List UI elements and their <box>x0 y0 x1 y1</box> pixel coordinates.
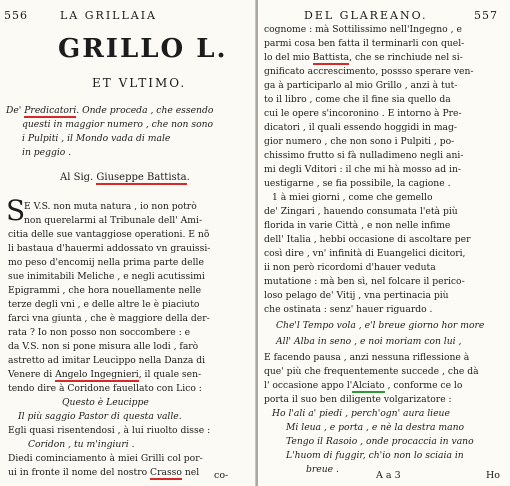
body-line: sue inimitabili Meliche , e negli acutissimi <box>8 271 205 282</box>
battista-highlight: Battista <box>312 52 350 63</box>
body-line: cui le opere s'incoronino . E intorno à Pre- <box>264 108 462 119</box>
body-line: porta il suo ben diligente volgarizatore : <box>264 394 452 405</box>
body-line: E V.S. non muta natura , io non potrò <box>24 201 197 212</box>
body-line: da V.S. non si pone misura alle lodi , farò <box>8 341 199 352</box>
body-line: parmi cosa ben fatta il terminarli con quel- <box>264 38 465 49</box>
body-line: florida in varie Città , e non nelle infime <box>264 220 451 231</box>
dedication: Al Sig. Giuseppe Battista. <box>60 172 190 183</box>
verse-line: breue . <box>306 464 339 475</box>
body-line: astretto ad imitar Leucippo nella Danza di <box>8 355 206 366</box>
verse-line: Tengo il Rasoio , onde procaccia in vano <box>286 436 474 447</box>
body-line: li bastaua d'hauermi addossato vn grauissi- <box>8 243 211 254</box>
left-running-head: LA GRILLAIA <box>60 9 158 22</box>
body-line: dell' Italia , hebbi occasione di ascoltare per <box>264 234 471 245</box>
body-line: 1 à miei giorni , come che gemello <box>272 192 433 203</box>
body-line: gior numero , che non sono i Pulpiti , po- <box>264 136 455 147</box>
verse-line: Coridon , tu m'ingiuri . <box>28 439 135 450</box>
alciato-highlight: Alciato <box>352 380 385 391</box>
catchword: Ho <box>486 470 501 481</box>
body-line: ga à participarlo al mio Grillo , anzi à tut- <box>264 80 458 91</box>
body-line: mutatione : mà ben sì, nel folcare il perico- <box>264 276 465 287</box>
body-line: uestigarne , se fia possibile, la cagione . <box>264 178 451 189</box>
battista-highlight: Giuseppe Battista <box>96 172 187 183</box>
right-page <box>258 0 510 486</box>
body-line-battista: lo del mio Battista, che se rinchiude nel si- <box>264 52 463 63</box>
body-line: non querelarmi al Tribunale dell' Ami- <box>24 215 203 226</box>
verse-line: Questo è Leucippe <box>62 397 149 408</box>
body-line: chissimo frutto si fà nulladimeno negli ani- <box>264 150 464 161</box>
body-line: Diedi cominciamento à miei Grilli col por- <box>8 453 203 464</box>
body-line: Epigrammi , che hora nouellamente nelle <box>8 285 202 296</box>
body-line-alciato: l' occasione appo l'Alciato , conforme ce lo <box>264 380 463 391</box>
body-line-crasso: ui in fronte il nome del nostro Crasso nel <box>8 467 200 478</box>
verse-line: L'huom di fuggir, ch'io non lo sciaia in <box>286 450 464 461</box>
angelo-highlight: Angelo Ingegnieri <box>55 369 139 380</box>
body-line: gnificato accrescimento, possso sperare ven- <box>264 66 474 77</box>
verse-line: Il più saggio Pastor di questa valle. <box>18 411 182 422</box>
body-line: citia delle sue vantaggiose operationi. E nõ <box>8 229 210 240</box>
right-running-head: DEL GLAREANO. <box>304 9 428 22</box>
argument-line-1: De' Predicatori. Onde proceda , che essendo <box>6 105 214 116</box>
body-line: E facendo pausa , anzi nessuna riflessione à <box>264 352 470 363</box>
catchword: co- <box>214 470 229 481</box>
verse-line: Che'l Tempo vola , e'l breue giorno hor more <box>276 320 485 331</box>
body-line: farci vna giunta , che è maggiore della der- <box>8 313 210 324</box>
body-line: mi degli Vditori : il che mi hà mosso ad in- <box>264 164 461 175</box>
body-line: loso pelago de' Vitij , vna pertinacia più <box>264 290 449 301</box>
left-page-number: 556 <box>4 9 28 22</box>
body-line: ii non però ricordomi d'hauer veduta <box>264 262 436 273</box>
chapter-title: GRILLO L. <box>58 34 228 64</box>
argument-line-4: in peggio . <box>22 147 72 158</box>
body-line: così dire , vn' infinità di Euangelici dicitori, <box>264 248 466 259</box>
body-line: que' più che frequentemente succede , che dà <box>264 366 479 377</box>
signature-mark: A a 3 <box>376 470 401 481</box>
body-line: Egli quasi risentendosi , à lui riuolto disse : <box>8 425 211 436</box>
verse-line: Mi leua , e porta , e nè la destra mano <box>286 422 465 433</box>
body-line: cognome : mà Sottilissimo nell'Ingegno , e <box>264 24 462 35</box>
body-line: de' Zingari , hauendo consumata l'età più <box>264 206 458 217</box>
body-line: mo peso d'encomij nella prima parte delle <box>8 257 204 268</box>
body-line: terze degli vni , e delle altre le è piaciuto <box>8 299 200 310</box>
body-line: to il libro , come che il fine sia quello da <box>264 94 451 105</box>
drop-cap: S <box>6 194 26 227</box>
argument-line-2: questi in maggior numero , che non sono <box>22 119 214 130</box>
verse-line: All' Alba in seno , e noi moriam con lui , <box>276 336 462 347</box>
body-line: tendo dire à Coridone fauellato con Lico : <box>8 383 202 394</box>
body-line-angelo: Venere di Angelo Ingegnieri, il quale sen- <box>8 369 202 380</box>
right-page-number: 557 <box>474 9 498 22</box>
crasso-highlight: Crasso <box>150 467 182 478</box>
argument-line-3: i Pulpiti , il Mondo vada di male <box>22 133 171 144</box>
predicatori-highlight: Predicatori <box>24 105 77 116</box>
body-line: che ostinata : senz' hauer riguardo . <box>264 304 433 315</box>
body-line: rata ? Io non posso non soccombere : e <box>8 327 191 338</box>
body-line: dicatori , il quali essendo hoggidi in mag- <box>264 122 458 133</box>
chapter-subtitle: ET VLTIMO. <box>92 76 187 90</box>
verse-line: Ho l'ali a' piedi , perch'ogn' aura lieue <box>272 408 450 419</box>
